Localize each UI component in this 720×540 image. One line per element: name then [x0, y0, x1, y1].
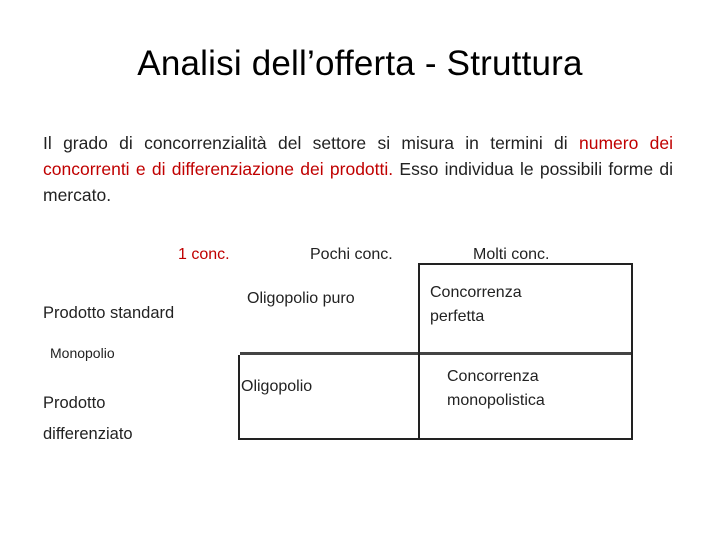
page-title: Analisi dell’offerta - Struttura: [137, 44, 583, 83]
grid-left-line: [238, 355, 240, 440]
intro-paragraph: [43, 130, 673, 208]
cell-concorrenza-monopolistica: Concorrenza monopolistica: [447, 368, 545, 409]
row-label-differentiated-product: Prodotto differenziato: [43, 394, 133, 443]
column-header-one-competitor: 1 conc.: [178, 246, 230, 263]
grid-middle-line: [240, 352, 633, 355]
grid-center-line: [418, 263, 420, 440]
paragraph-text-2: Esso individua le possibili forme di mercato.: [43, 159, 673, 205]
column-header-many-competitors: Molti conc.: [473, 246, 550, 263]
column-header-few-competitors: Pochi conc.: [310, 246, 393, 263]
monopolio-label: Monopolio: [50, 345, 115, 361]
cell-oligopolio-puro: Oligopolio puro: [247, 290, 355, 307]
cell-concorrenza-perfetta: Concorrenza perfetta: [430, 284, 522, 325]
grid-right-line: [631, 263, 633, 440]
row-label-standard-product: Prodotto standard: [43, 304, 175, 322]
grid-bottom-line: [238, 438, 633, 440]
cell-oligopolio: Oligopolio: [241, 378, 313, 395]
grid-top-line: [418, 263, 633, 265]
paragraph-text-1: Il grado di concorrenzialità del settore si misura in termini di: [43, 133, 579, 153]
paragraph-highlight: numero dei concorrenti e di differenziazione dei prodotti.: [43, 133, 673, 179]
